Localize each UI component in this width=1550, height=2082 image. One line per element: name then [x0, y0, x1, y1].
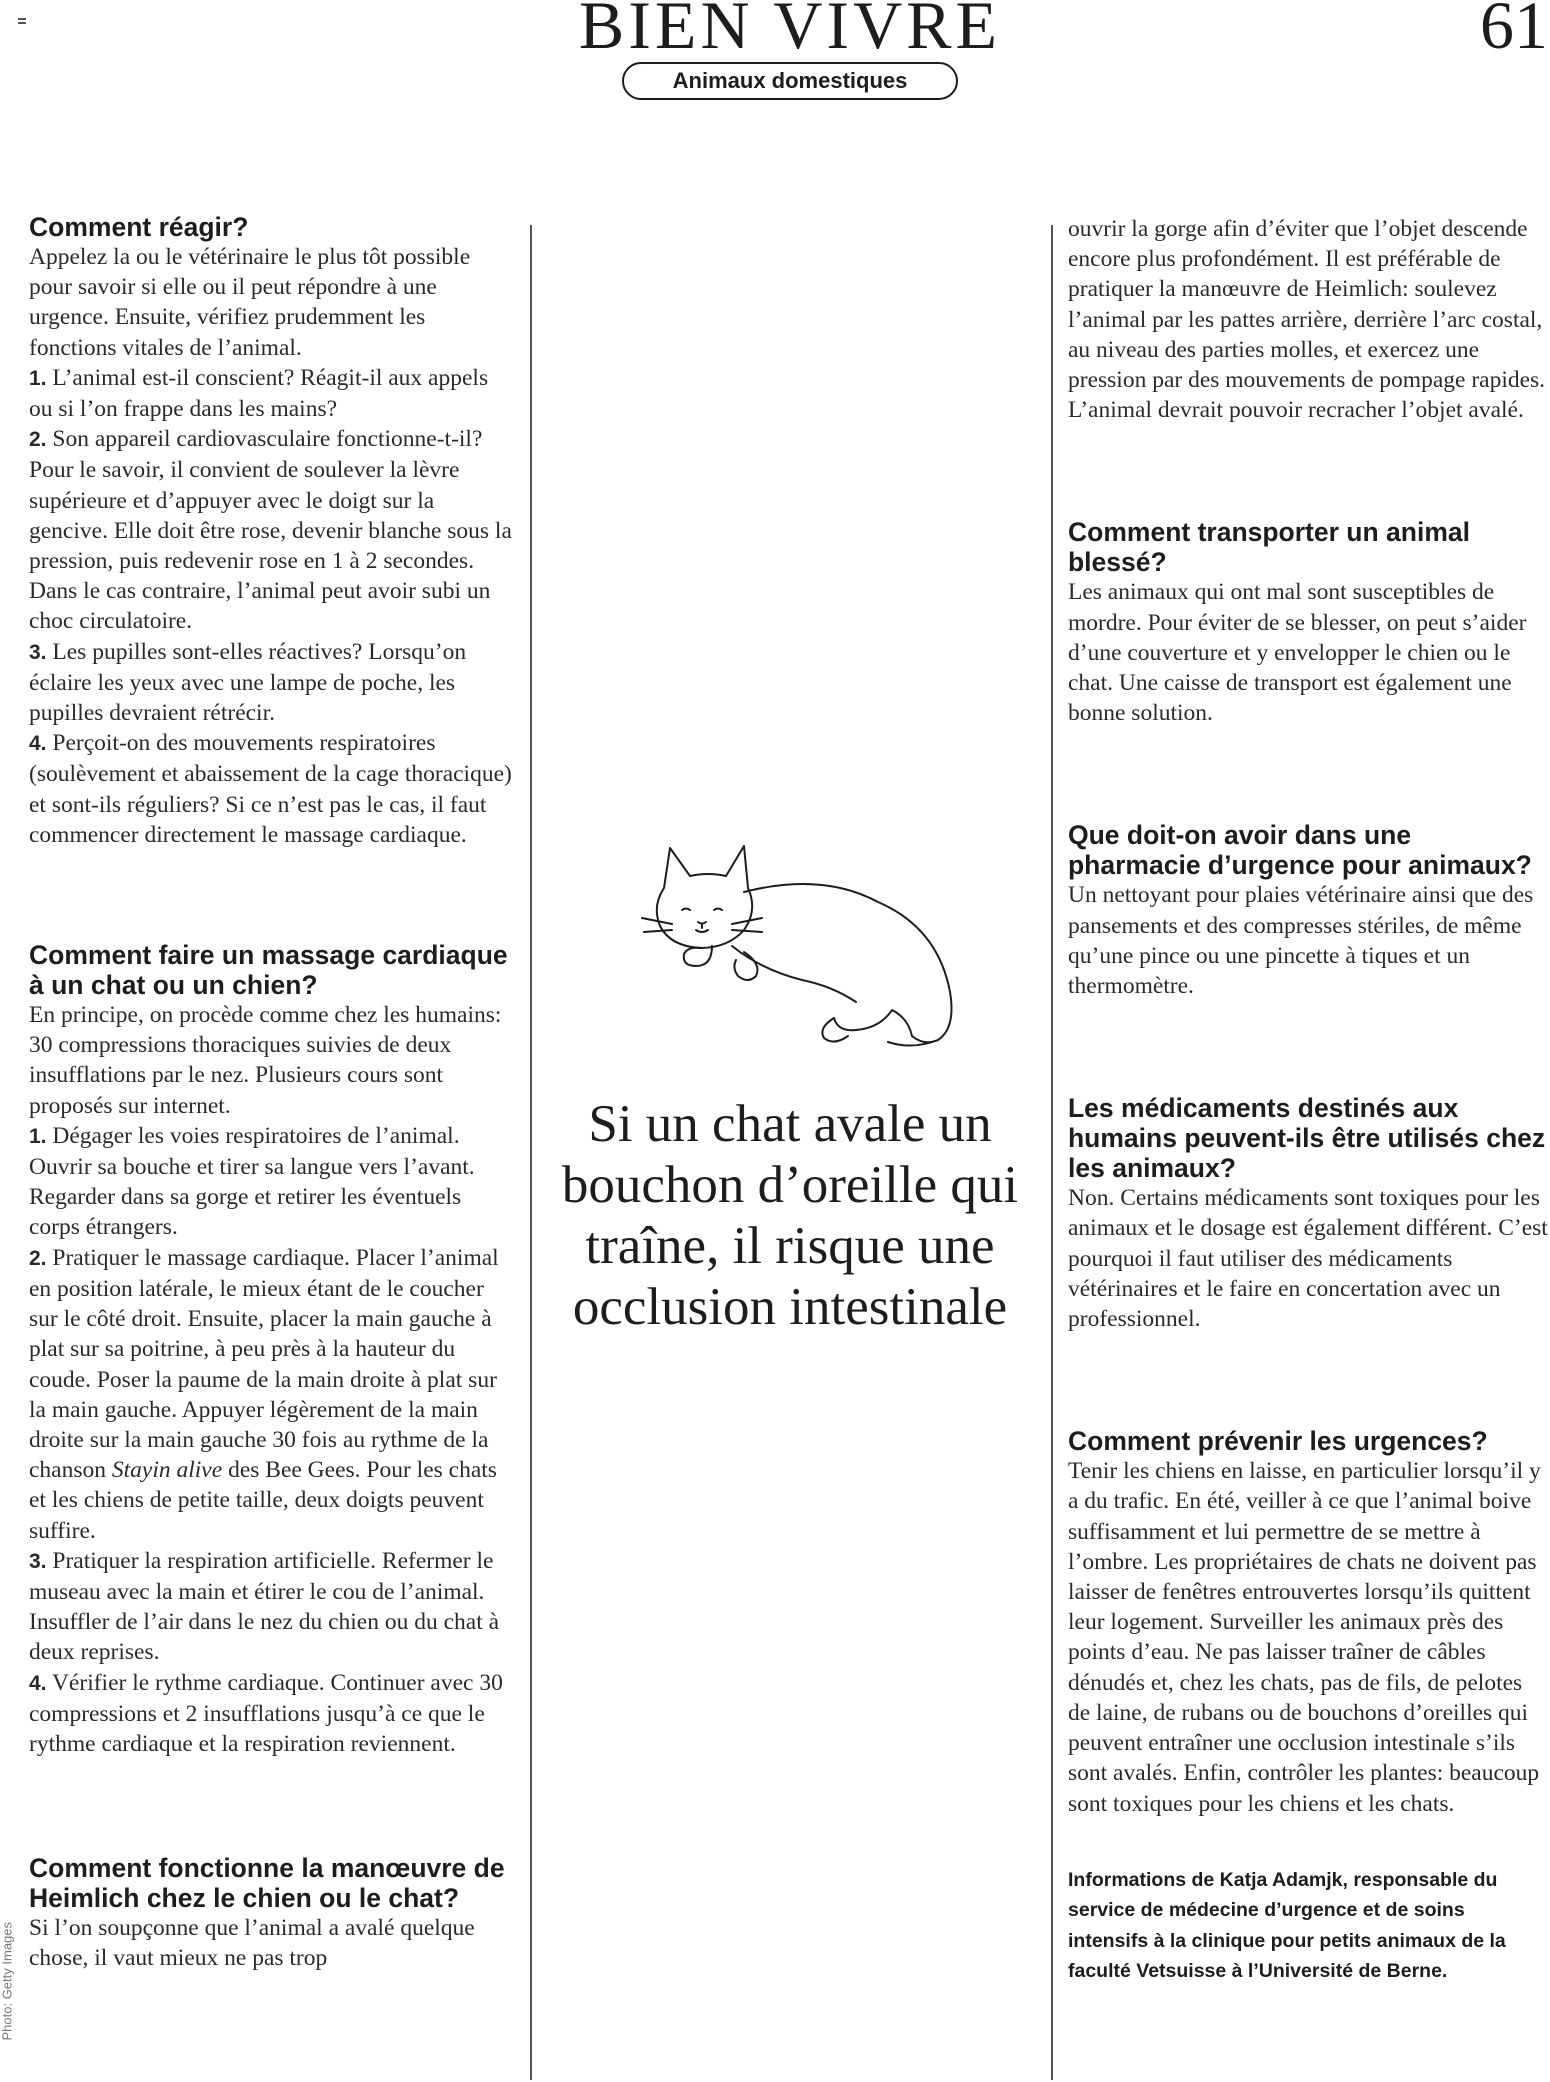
song-title: Stayin alive	[111, 1457, 223, 1484]
right-column	[1068, 214, 1550, 1987]
step-number: 4.	[29, 732, 47, 756]
section-medication	[1068, 1093, 1550, 1334]
section-heading: Que doit-on avoir dans une pharmacie d’urgence pour animaux?	[1068, 820, 1532, 881]
pull-quote: Si un chat avale un bouchon d’oreille qui traîne, il risque une occlusion intestinale	[561, 1095, 1019, 1336]
section-cardiac-massage	[29, 940, 517, 1759]
paragraph-text: Appelez la ou le vétérinaire le plus tôt possible pour savoir si elle ou il peut répondre à une urgence. Ensuite, vérifiez prudemment les fonctions vitales de l’animal.	[29, 244, 471, 361]
magazine-section-title: BIEN VIVRE	[578, 0, 1002, 63]
paragraph-text: En principe, on procède comme chez les humains: 30 compressions thoraciques suivies de deux insufflations par le nez. Plusieurs cours sont proposés sur internet.	[29, 1002, 502, 1119]
step-text: Pratiquer la respiration artificielle. Refermer le museau avec la main et étirer le cou de l’animal. Insuffler de l’air dans le nez du chien ou du chat à deux reprises.	[29, 1547, 500, 1666]
column-divider	[1051, 225, 1053, 2080]
paragraph: Les animaux qui ont mal sont susceptibles de mordre. Pour éviter de se blesser, on peut s’aider d’une couverture et y envelopper le chien ou le chat. Une caisse de transport est également une bonne solution.	[1068, 579, 1527, 727]
paragraph	[29, 242, 517, 850]
section-transport	[1068, 517, 1550, 728]
step-number: 1.	[29, 366, 47, 390]
step-number: 3.	[29, 1549, 47, 1573]
paragraph: Si l’on soupçonne que l’animal a avalé quelque chose, il vaut mieux ne pas trop	[29, 1915, 475, 1972]
step-number: 2.	[29, 1246, 47, 1270]
step-number: 2.	[29, 428, 47, 452]
step-number: 4.	[29, 1671, 47, 1695]
step-text: des Bee Gees. Pour les chats et les chiens de petite taille, deux doigts peuvent suffire.	[29, 1457, 497, 1544]
step-text: Son appareil cardiovasculaire fonctionne-t-il? Pour le savoir, il convient de soulever la lèvre supérieure et d’appuyer avec le doigt sur la gencive. Elle doit être rose, devenir blanche sous la pression, puis redevenir rose en 1 à 2 secondes. Dans le cas contraire, l’animal peut avoir subi un choc circulatoire.	[29, 426, 512, 635]
column-divider	[530, 225, 532, 2080]
section-prevention	[1068, 1426, 1550, 1818]
section-how-to-react	[29, 212, 517, 850]
step-text: Dégager les voies respiratoires de l’animal. Ouvrir sa bouche et tirer sa langue vers l’avant. Regarder dans sa gorge et retirer les éventuels corps étrangers.	[29, 1122, 475, 1241]
left-column	[29, 212, 517, 1974]
section-label: Animaux domestiques	[622, 62, 958, 100]
section-heading: Les médicaments destinés aux humains peuvent-ils être utilisés chez les animaux?	[1068, 1093, 1546, 1184]
photo-credit: Photo: Getty Images	[0, 1921, 15, 2041]
paragraph: Tenir les chiens en laisse, en particulier lorsqu’il y a du trafic. En été, veiller à ce que l’animal boive suffisamment et lui permettre de se mettre à l’ombre. Les propriétaires de chats ne doivent pas laisser de fenêtres entrouvertes lorsqu’ils quittent leur logement. Surveiller les animaux près des points d’eau. Ne pas laisser traîner de câbles dénudés et, chez les chats, pas de fils, de pelotes de laine, de rubans ou de bouchons d’oreilles qui peuvent entraîner une occlusion intestinale s’ils sont avalés. Enfin, contrôler les plantes: beaucoup sont toxiques pour les chiens et les chats.	[1068, 1458, 1541, 1817]
paragraph	[29, 1000, 517, 1759]
section-heading: Comment fonctionne la manœuvre de Heimlich chez le chien ou le chat?	[29, 1853, 505, 1914]
section-pharmacy	[1068, 820, 1550, 1001]
step-text: Les pupilles sont-elles réactives? Lorsqu’on éclaire les yeux avec une lampe de poche, les pupilles devraient rétrécir.	[29, 638, 467, 727]
step-text: Pratiquer le massage cardiaque. Placer l’animal en position latérale, le mieux étant de le coucher sur le côté droit. Ensuite, placer la main gauche à plat sur sa poitrine, à peu près à la hauteur du coude. Poser la paume de la main droite à plat sur la main gauche. Appuyer légèrement de la main droite sur la main gauche 30 fois au rythme de la chanson	[29, 1244, 499, 1484]
step-text: Perçoit-on des mouvements respiratoires (soulèvement et abaissement de la cage thoracique) et sont-ils réguliers? Si ce n’est pas le cas, il faut commencer directement le massage cardiaque.	[29, 730, 512, 848]
section-heimlich	[29, 1853, 517, 1973]
section-heading: Comment faire un massage cardiaque à un chat ou un chien?	[29, 940, 508, 1001]
paragraph-continued: ouvrir la gorge afin d’éviter que l’objet descende encore plus profondément. Il est préférable de pratiquer la manœuvre de Heimlich: soulevez l’animal par les pattes arrière, derrière l’arc costal, au niveau des parties molles, et exercez une pression par des mouvements de pompage rapides. L’animal devrait pouvoir recracher l’objet avalé.	[1068, 216, 1546, 424]
step-number: 3.	[29, 640, 47, 664]
step-number: 1.	[29, 1124, 47, 1148]
section-heading: Comment prévenir les urgences?	[1068, 1426, 1488, 1457]
step-text: L’animal est-il conscient? Réagit-il aux appels ou si l’on frappe dans les mains?	[29, 364, 489, 423]
section-heading: Comment réagir?	[29, 212, 249, 242]
cat-lying-illustration	[612, 832, 960, 1052]
paragraph: Non. Certains médicaments sont toxiques pour les animaux et le dosage est également différent. C’est pourquoi il faut utiliser des médicaments vétérinaires et le faire en concertation avec un professionnel.	[1068, 1185, 1548, 1333]
paragraph: Un nettoyant pour plaies vétérinaire ainsi que des pansements et des compresses stériles, de même qu’une pince ou une pincette à tiques et un thermomètre.	[1068, 882, 1534, 1000]
expert-credit: Informations de Katja Adamjk, responsable du service de médecine d’urgence et de soins intensifs à la clinique pour petits animaux de la faculté Vetsuisse à l’Université de Berne.	[1068, 1868, 1506, 1983]
step-text: Vérifier le rythme cardiaque. Continuer avec 30 compressions et 2 insufflations jusqu’à ce que le rythme cardiaque et la respiration reviennent.	[29, 1669, 503, 1757]
page-number: 61	[1480, 0, 1548, 63]
section-heading: Comment transporter un animal blessé?	[1068, 517, 1470, 578]
